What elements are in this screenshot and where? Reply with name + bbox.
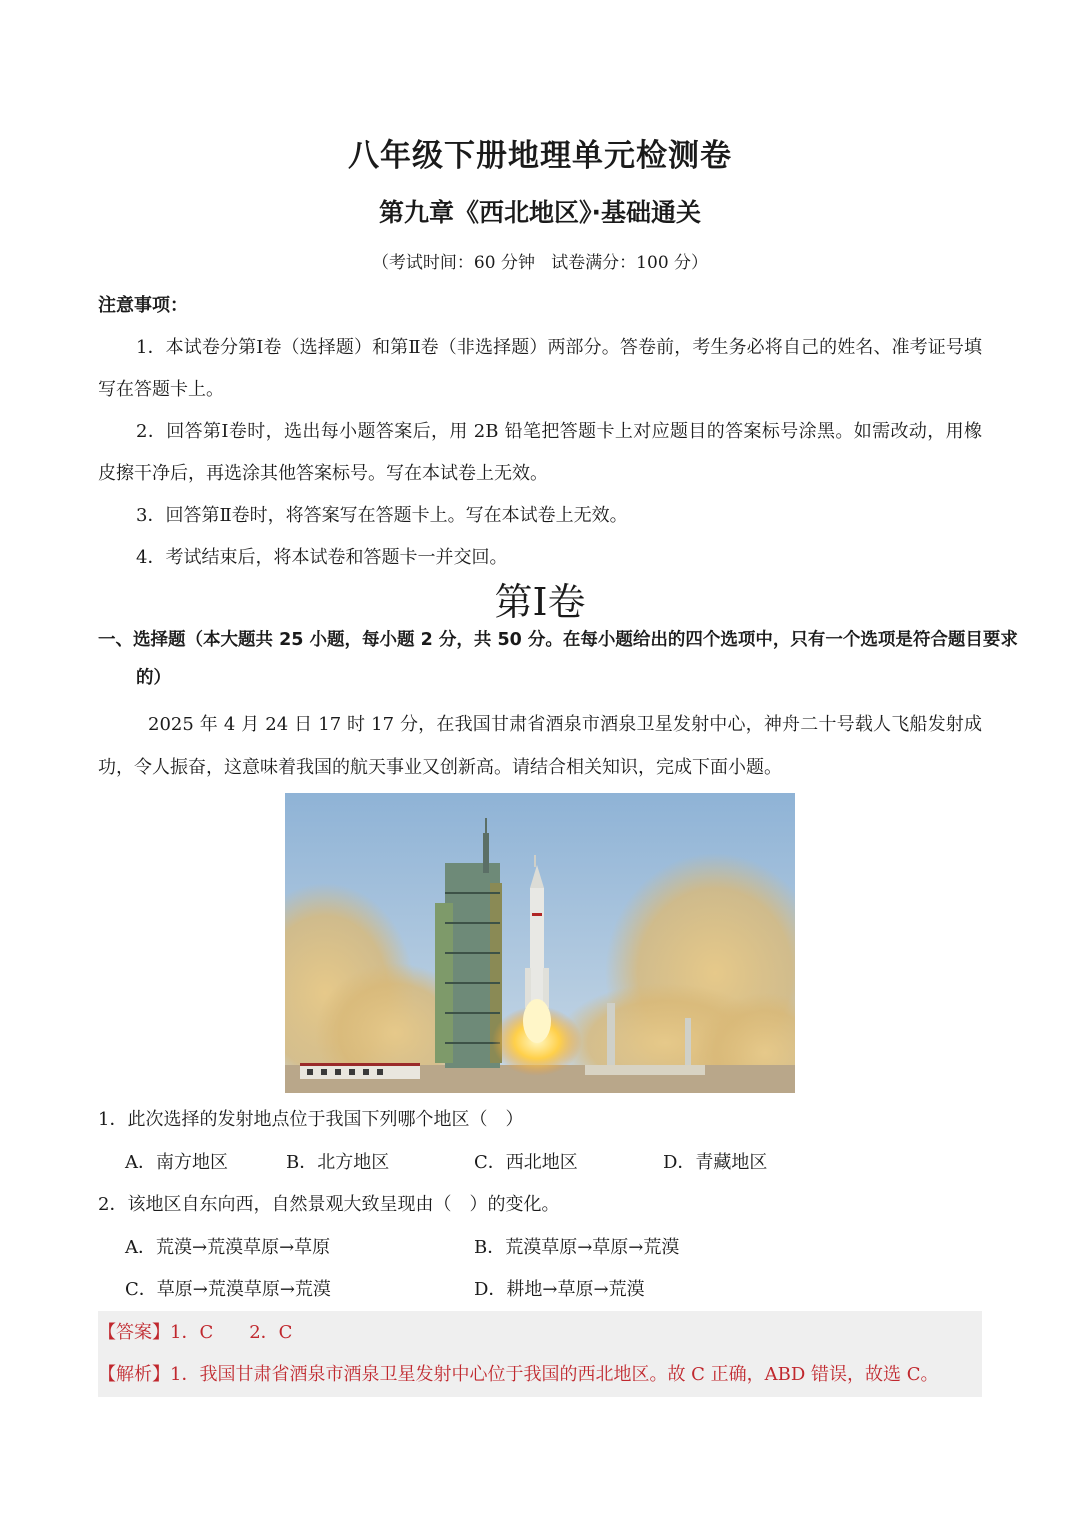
analysis-line bbox=[98, 1354, 939, 1396]
part-heading: 一、选择题（本大题共 25 小题，每小题 2 分，共 50 分。在每小题给出的四个选项中，只有一个选项是符合题目要求的） bbox=[98, 630, 1018, 688]
answer-label: 【答案】 bbox=[98, 1322, 170, 1343]
rocket-launch-photo bbox=[285, 793, 795, 1093]
page-title: 八年级下册地理单元检测卷 bbox=[348, 138, 732, 174]
notice-item: 4．考试结束后，将本试卷和答题卡一并交回。 bbox=[136, 547, 508, 568]
question-1-stem: 1．此次选择的发射地点位于我国下列哪个地区（ ） bbox=[98, 1109, 524, 1130]
exam-info: （考试时间：60 分钟 试卷满分：100 分） bbox=[371, 253, 709, 273]
question-1-option-a[interactable]: A．南方地区 bbox=[125, 1152, 228, 1173]
question-1-option-c[interactable]: C．西北地区 bbox=[474, 1152, 578, 1173]
notice-heading: 注意事项： bbox=[98, 295, 188, 316]
question-passage: 2025 年 4 月 24 日 17 时 17 分，在我国甘肃省酒泉市酒泉卫星发射中心，神舟二十号载人飞船发射成功，令人振奋，这意味着我国的航天事业又创新高。请结合相关知识，完成下面小题。 bbox=[98, 714, 982, 778]
answer-box bbox=[98, 1311, 982, 1397]
question-1-option-d[interactable]: D．青藏地区 bbox=[663, 1152, 768, 1173]
section-title: 第Ⅰ卷 bbox=[494, 580, 586, 624]
page-subtitle: 第九章《西北地区》·基础通关 bbox=[379, 198, 701, 227]
question-2-option-b[interactable]: B．荒漠草原→草原→荒漠 bbox=[474, 1237, 680, 1258]
notice-item: 2．回答第Ⅰ卷时，选出每小题答案后，用 2B 铅笔把答题卡上对应题目的答案标号涂黑。如需改动，用橡皮擦干净后，再选涂其他答案标号。写在本试卷上无效。 bbox=[98, 421, 982, 484]
analysis-text: 1．我国甘肃省酒泉市酒泉卫星发射中心位于我国的西北地区。故 C 正确，ABD 错误，故选 C。 bbox=[170, 1364, 939, 1385]
notice-item: 1．本试卷分第Ⅰ卷（选择题）和第Ⅱ卷（非选择题）两部分。答卷前，考生务必将自己的姓名、准考证号填写在答题卡上。 bbox=[98, 337, 982, 400]
question-2-stem: 2．该地区自东向西，自然景观大致呈现由（ ）的变化。 bbox=[98, 1194, 560, 1215]
question-2-option-d[interactable]: D．耕地→草原→荒漠 bbox=[474, 1279, 645, 1300]
answer-text: 1．C 2．C bbox=[170, 1322, 293, 1343]
analysis-label: 【解析】 bbox=[98, 1364, 170, 1385]
notice-item: 3．回答第Ⅱ卷时，将答案写在答题卡上。写在本试卷上无效。 bbox=[136, 505, 628, 526]
question-2-option-a[interactable]: A．荒漠→荒漠草原→草原 bbox=[125, 1237, 331, 1258]
answer-line bbox=[98, 1312, 292, 1354]
question-1-option-b[interactable]: B．北方地区 bbox=[286, 1152, 390, 1173]
question-2-option-c[interactable]: C．草原→荒漠草原→荒漠 bbox=[125, 1279, 331, 1300]
notice-list bbox=[98, 327, 982, 579]
